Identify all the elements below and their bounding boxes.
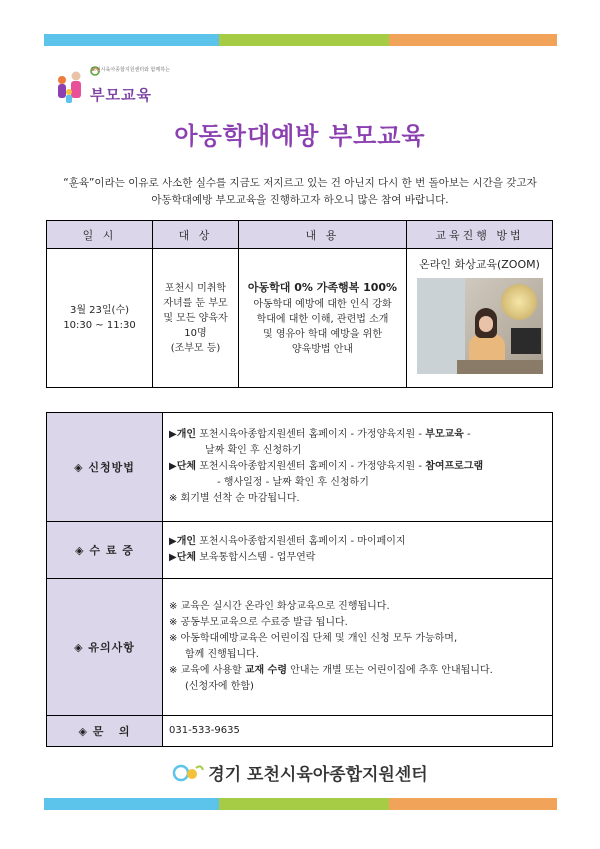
- intro-line-1: “훈육”이라는 이유로 사소한 실수를 지금도 저지르고 있는 건 아닌지 다시 한 번 돌아보는 시간을 갖고자: [63, 177, 537, 189]
- certificate-individual-kind: 개인: [176, 536, 197, 547]
- notes-line-4-post: 안내는 개별 또는 어린이집에 추후 안내됩니다.: [287, 665, 493, 676]
- schedule-row: [47, 249, 553, 388]
- content-heading: 아동학대 0% 가족행복 100%: [247, 280, 398, 294]
- logo-name: 부모교육: [90, 86, 152, 104]
- logo-figure-head-2: [72, 72, 81, 81]
- certificate-group-line: [169, 550, 546, 566]
- certificate-label: ◈ 수 료 증: [47, 522, 163, 579]
- content-line-4: 양육방법 안내: [291, 343, 354, 355]
- notes-line-4-bold: 교재 수령: [244, 665, 287, 676]
- method-text: 온라인 화상교육(ZOOM): [419, 258, 540, 271]
- content-line-1: 아동학대 예방에 대한 인식 강화: [253, 298, 392, 310]
- notes-row: [47, 579, 553, 716]
- logo-figure-head-3: [66, 89, 72, 95]
- notes-line-3: ※ 아동학대예방교육은 어린이집 단체 및 개인 신청 모두 가능하며,: [169, 633, 458, 644]
- target-line-1: 포천시 미취학: [164, 282, 227, 294]
- header-content: 내 용: [239, 221, 407, 249]
- stripe-orange: [389, 34, 557, 46]
- stripe-blue: [44, 34, 219, 46]
- center-footer: [0, 760, 600, 785]
- notes-line-3b: 함께 진행됩니다.: [185, 649, 259, 660]
- photo-monitor: [511, 328, 541, 354]
- time-text: 10:30 ~ 11:30: [63, 320, 136, 331]
- stripe-orange: [389, 798, 557, 810]
- arrow-icon: ▶: [169, 429, 177, 440]
- apply-note: ※ 회기별 선착 순 마감됩니다.: [169, 493, 300, 504]
- date-text: 3월 23일(수): [69, 305, 130, 316]
- info-table: [46, 412, 553, 747]
- stripe-green: [219, 798, 389, 810]
- zoom-class-photo: [417, 278, 543, 374]
- certificate-row: [47, 522, 553, 579]
- certificate-group-path: 보육통합시스템 - 업무연락: [196, 552, 316, 563]
- notes-line-4-pre: ※ 교육에 사용할: [169, 665, 245, 676]
- apply-individual-line: [169, 427, 546, 443]
- certificate-individual-path: 포천시육아종합지원센터 홈페이지 - 마이페이지: [196, 536, 406, 547]
- apply-label: ◈ 신청방법: [47, 413, 163, 522]
- certificate-individual-line: [169, 534, 546, 550]
- content-cell: [239, 249, 407, 388]
- certificate-group-kind: 단체: [176, 552, 197, 563]
- certificate-value: [163, 522, 553, 579]
- target-cell: [153, 249, 239, 388]
- center-name: 경기 포천시육아종합지원센터: [208, 765, 428, 785]
- logo-figure-head-1: [58, 76, 66, 84]
- logo-subtitle: 포천시육아종합지원센터와 함께하는: [91, 67, 170, 73]
- target-line-5: (조부모 등): [170, 342, 221, 354]
- apply-individual-kind: 개인: [176, 429, 197, 440]
- intro-line-2: 아동학대예방 부모교육을 진행하고자 하오니 많은 참여 바랍니다.: [151, 194, 449, 206]
- apply-individual-cont: 날짜 확인 후 신청하기: [205, 445, 302, 456]
- stripe-blue: [44, 798, 219, 810]
- bottom-color-stripe: [44, 798, 557, 810]
- content-line-2: 학대에 대한 이해, 관련법 소개: [256, 313, 389, 325]
- method-cell: [407, 249, 553, 388]
- notes-line-1: ※ 교육은 실시간 온라인 화상교육으로 진행됩니다.: [169, 601, 390, 612]
- stripe-green: [219, 34, 389, 46]
- contact-phone: 031-533-9635: [163, 716, 553, 747]
- target-line-3: 및 모든 양육자: [163, 312, 228, 324]
- apply-group-bold: 참여프로그램: [425, 461, 484, 472]
- arrow-icon: ▶: [169, 461, 177, 472]
- notes-line-4b: (신청자에 한함): [185, 681, 254, 692]
- top-color-stripe: [44, 34, 557, 46]
- logo-figure-body-2: [71, 81, 81, 98]
- notes-line-4: [169, 663, 546, 679]
- datetime-cell: [47, 249, 153, 388]
- logo-figure-body-1: [58, 84, 66, 98]
- header-datetime: 일 시: [47, 221, 153, 249]
- contact-label: ◈ 문 의: [47, 716, 163, 747]
- header-target: 대 상: [153, 221, 239, 249]
- apply-group-path: 포천시육아종합지원센터 홈페이지 - 가정양육지원 -: [196, 461, 426, 472]
- center-logo-icon: [172, 762, 204, 784]
- apply-individual-tail: -: [463, 429, 471, 440]
- apply-individual-path: 포천시육아종합지원센터 홈페이지 - 가정양육지원 -: [196, 429, 426, 440]
- header-method: 교육진행 방법: [407, 221, 553, 249]
- apply-value: [163, 413, 553, 522]
- page-title: 아동학대예방 부모교육: [174, 122, 426, 150]
- photo-desk: [457, 360, 543, 374]
- apply-individual-bold: 부모교육: [425, 429, 464, 440]
- notes-line-2: ※ 공동부모교육으로 수료증 발급 됩니다.: [169, 617, 348, 628]
- apply-row: [47, 413, 553, 522]
- arrow-icon: ▶: [169, 536, 177, 547]
- photo-lamp: [501, 284, 537, 320]
- schedule-table: [46, 220, 553, 388]
- logo-figure-body-3: [66, 95, 72, 103]
- photo-person-face: [479, 316, 493, 332]
- apply-group-line: [169, 459, 546, 475]
- contact-row: [47, 716, 553, 747]
- target-line-4: 10명: [184, 327, 207, 339]
- apply-group-cont: - 행사일정 - 날짜 확인 후 신청하기: [217, 477, 369, 488]
- notes-value: [163, 579, 553, 716]
- arrow-icon: ▶: [169, 552, 177, 563]
- notes-label: ◈ 유의사항: [47, 579, 163, 716]
- intro-text: [40, 175, 560, 209]
- target-line-2: 자녀를 둔 부모: [163, 297, 228, 309]
- apply-group-kind: 단체: [176, 461, 197, 472]
- schedule-header-row: [47, 221, 553, 249]
- content-line-3: 및 영유아 학대 예방을 위한: [263, 328, 382, 340]
